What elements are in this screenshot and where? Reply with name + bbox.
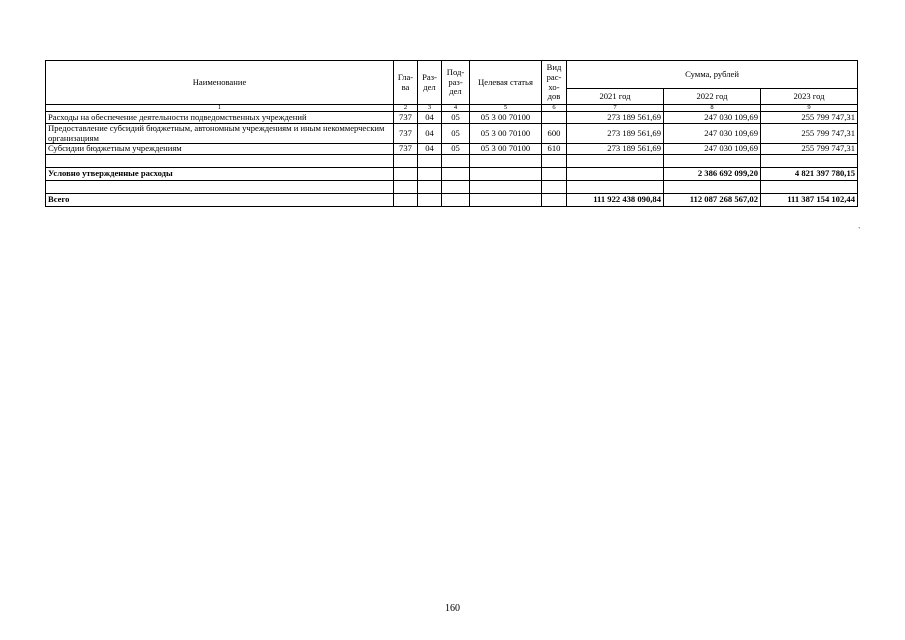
row-sum-2023: 255 799 747,31 — [761, 124, 858, 144]
header-summa: Сумма, рублей — [567, 61, 858, 89]
row-name: Предоставление субсидий бюджетным, автономным учреждениям и иным некоммерческим организациям — [46, 124, 394, 144]
column-number: 9 — [761, 105, 858, 112]
row-sum-2023: 255 799 747,31 — [761, 112, 858, 124]
page-number: 160 — [445, 603, 460, 614]
column-number: 6 — [542, 105, 567, 112]
row-podrazdel: 05 — [442, 144, 470, 155]
header-year-2023: 2023 год — [761, 89, 858, 105]
row-razdel: 04 — [418, 112, 442, 124]
total-sum-2023: 111 387 154 102,44 — [761, 194, 858, 207]
conditional-sum-2021 — [567, 168, 664, 181]
conditional-row — [46, 168, 858, 181]
row-vid: 600 — [542, 124, 567, 144]
row-name: Субсидии бюджетным учреждениям — [46, 144, 394, 155]
row-podrazdel: 05 — [442, 124, 470, 144]
row-sum-2021: 273 189 561,69 — [567, 124, 664, 144]
total-sum-2021: 111 922 438 090,84 — [567, 194, 664, 207]
budget-table — [45, 60, 858, 207]
header-tselevaya: Целевая статья — [470, 61, 542, 105]
row-tselevaya: 05 3 00 70100 — [470, 144, 542, 155]
header-glava: Гла-ва — [394, 61, 418, 105]
row-razdel: 04 — [418, 144, 442, 155]
row-podrazdel: 05 — [442, 112, 470, 124]
header-podrazdel: Под-раз-дел — [442, 61, 470, 105]
empty-row — [46, 155, 858, 168]
column-number: 8 — [664, 105, 761, 112]
row-tselevaya: 05 3 00 70100 — [470, 112, 542, 124]
total-row — [46, 194, 858, 207]
table-row — [46, 112, 858, 124]
column-number: 2 — [394, 105, 418, 112]
header-year-2022: 2022 год — [664, 89, 761, 105]
header-year-2021: 2021 год — [567, 89, 664, 105]
column-number: 4 — [442, 105, 470, 112]
conditional-name: Условно утвержденные расходы — [46, 168, 394, 181]
header-razdel: Раз-дел — [418, 61, 442, 105]
empty-row — [46, 181, 858, 194]
row-sum-2022: 247 030 109,69 — [664, 112, 761, 124]
table-row — [46, 144, 858, 155]
column-number: 1 — [46, 105, 394, 112]
header-vid: Вид рас-хо-дов — [542, 61, 567, 105]
total-name: Всего — [46, 194, 394, 207]
column-number: 3 — [418, 105, 442, 112]
row-vid — [542, 112, 567, 124]
row-sum-2021: 273 189 561,69 — [567, 144, 664, 155]
header-row — [46, 61, 858, 89]
row-glava: 737 — [394, 124, 418, 144]
row-sum-2023: 255 799 747,31 — [761, 144, 858, 155]
row-name: Расходы на обеспечение деятельности подведомственных учреждений — [46, 112, 394, 124]
row-glava: 737 — [394, 112, 418, 124]
conditional-sum-2023: 4 821 397 780,15 — [761, 168, 858, 181]
conditional-sum-2022: 2 386 692 099,20 — [664, 168, 761, 181]
row-sum-2022: 247 030 109,69 — [664, 144, 761, 155]
margin-mark: ` — [858, 226, 861, 235]
column-number: 7 — [567, 105, 664, 112]
column-number: 5 — [470, 105, 542, 112]
header-name: Наименование — [46, 61, 394, 105]
column-numbers-row — [46, 105, 858, 112]
row-glava: 737 — [394, 144, 418, 155]
total-sum-2022: 112 087 268 567,02 — [664, 194, 761, 207]
row-sum-2022: 247 030 109,69 — [664, 124, 761, 144]
row-razdel: 04 — [418, 124, 442, 144]
row-vid: 610 — [542, 144, 567, 155]
row-sum-2021: 273 189 561,69 — [567, 112, 664, 124]
row-tselevaya: 05 3 00 70100 — [470, 124, 542, 144]
table-row — [46, 124, 858, 144]
